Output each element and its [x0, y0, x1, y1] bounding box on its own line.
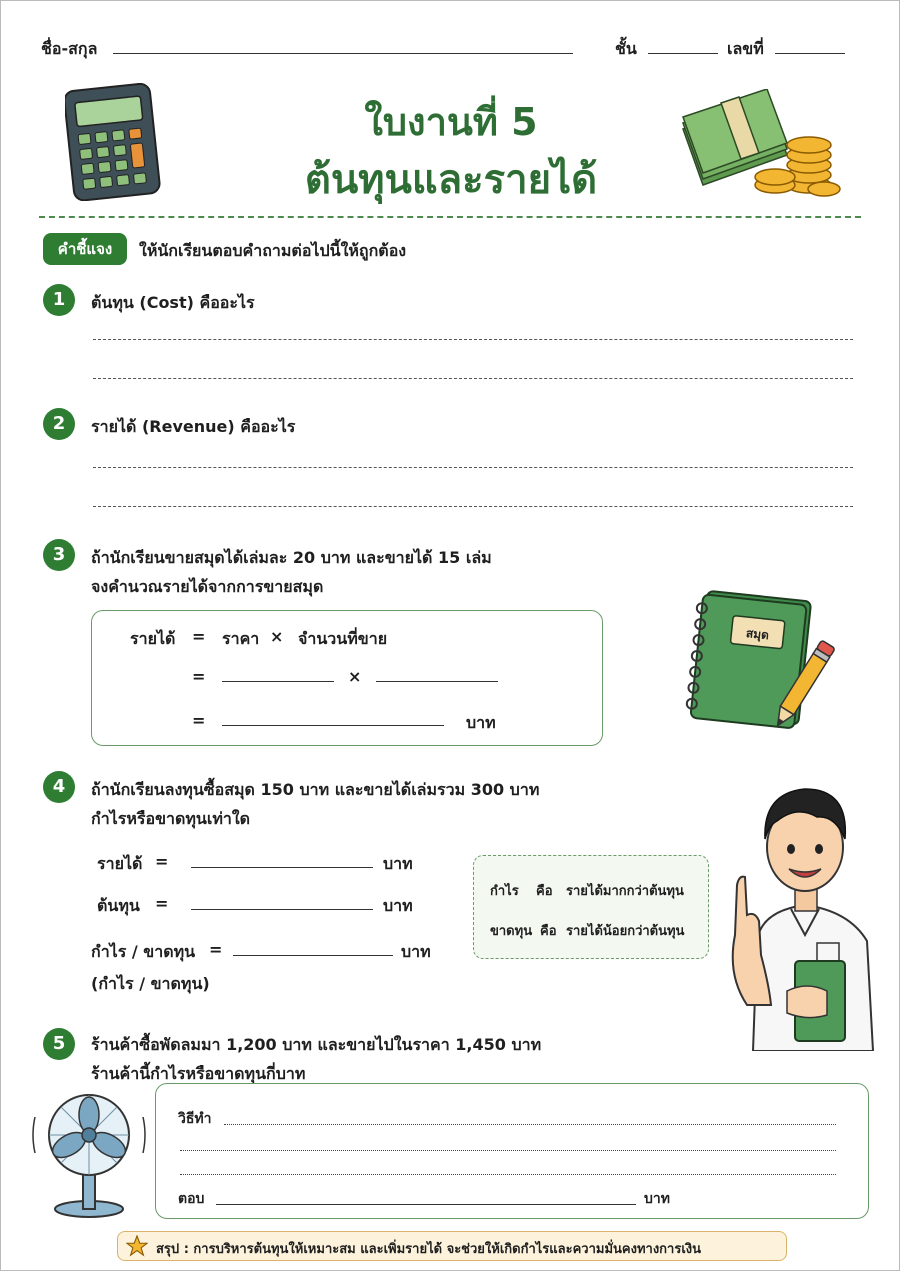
fan-icon	[31, 1087, 147, 1219]
number-line[interactable]	[775, 53, 845, 54]
note-profit-def: รายได้มากกว่าต้นทุน	[566, 884, 684, 899]
formula-unit: บาท	[466, 713, 496, 732]
q4-eq-3: =	[209, 940, 223, 959]
quantity-blank[interactable]	[376, 681, 498, 682]
answer-label: ตอบ	[178, 1191, 205, 1207]
answer-unit: บาท	[644, 1191, 670, 1207]
q4-profit-loss-paren: (กำไร / ขาดทุน)	[91, 974, 210, 993]
summary-box	[117, 1231, 787, 1261]
q4-cost-blank[interactable]	[191, 909, 373, 910]
instructions-text: ให้นักเรียนตอบคำถามต่อไปนี้ให้ถูกต้อง	[139, 241, 407, 260]
method-line-1[interactable]	[224, 1124, 836, 1125]
worksheet-number-title: ใบงานที่ 5	[364, 100, 538, 144]
profit-loss-note	[473, 855, 709, 959]
q4-revenue-blank[interactable]	[191, 867, 373, 868]
question-4-badge: 4	[43, 771, 75, 803]
class-label: ชั้น	[615, 39, 637, 58]
pencil-icon	[771, 633, 835, 737]
question-5-line1: ร้านค้าซื้อพัดลมมา 1,200 บาท และขายไปในราคา 1,450 บาท	[91, 1035, 542, 1054]
method-line-2[interactable]	[180, 1150, 836, 1151]
question-4-line1: ถ้านักเรียนลงทุนซื้อสมุด 150 บาท และขายได้เล่มรวม 300 บาท	[91, 780, 540, 799]
q4-revenue-label: รายได้	[97, 854, 143, 873]
q4-profit-loss-blank[interactable]	[233, 955, 393, 956]
question-5-line2: ร้านค้านี้กำไรหรือขาดทุนกี่บาท	[91, 1064, 306, 1083]
note-profit-is: คือ	[536, 884, 553, 899]
q5-work-box	[155, 1083, 869, 1219]
price-blank[interactable]	[222, 681, 334, 682]
class-line[interactable]	[648, 53, 718, 54]
star-icon	[126, 1235, 148, 1257]
method-label: วิธีทำ	[178, 1111, 212, 1127]
answer-line-1a[interactable]	[93, 339, 853, 340]
formula-eq-3: =	[192, 711, 206, 730]
revenue-blank[interactable]	[222, 725, 444, 726]
answer-line-1b[interactable]	[93, 378, 853, 379]
instructions-tag: คำชี้แจง	[43, 233, 127, 265]
question-4-line2: กำไรหรือขาดทุนเท่าใด	[91, 809, 251, 828]
q4-unit-1: บาท	[383, 854, 413, 873]
note-loss-is: คือ	[540, 924, 557, 939]
student-icon	[717, 765, 893, 1051]
q3-formula-box	[91, 610, 603, 746]
note-profit-term: กำไร	[490, 884, 519, 899]
name-line[interactable]	[113, 53, 573, 54]
title-separator	[39, 216, 861, 218]
q4-unit-3: บาท	[401, 942, 431, 961]
question-5-badge: 5	[43, 1028, 75, 1060]
formula-times-2: ×	[348, 667, 362, 686]
calculator-icon	[65, 83, 161, 201]
question-1-badge: 1	[43, 284, 75, 316]
name-label: ชื่อ-สกุล	[41, 39, 98, 58]
number-label: เลขที่	[727, 39, 764, 58]
formula-quantity: จำนวนที่ขาย	[298, 629, 388, 648]
question-3-badge: 3	[43, 539, 75, 571]
question-3-line1: ถ้านักเรียนขายสมุดได้เล่มละ 20 บาท และขายได้ 15 เล่ม	[91, 548, 492, 567]
note-loss-term: ขาดทุน	[490, 924, 533, 939]
question-3-line2: จงคำนวณรายได้จากการขายสมุด	[91, 577, 324, 596]
formula-price: ราคา	[222, 629, 260, 648]
question-2-badge: 2	[43, 408, 75, 440]
answer-blank[interactable]	[216, 1204, 636, 1205]
formula-eq-1: =	[192, 627, 206, 646]
method-line-3[interactable]	[180, 1174, 836, 1175]
formula-eq-2: =	[192, 667, 206, 686]
q4-profit-loss-label: กำไร / ขาดทุน	[91, 942, 196, 961]
answer-line-2b[interactable]	[93, 506, 853, 507]
q4-unit-2: บาท	[383, 896, 413, 915]
answer-line-2a[interactable]	[93, 467, 853, 468]
formula-times-1: ×	[270, 627, 284, 646]
question-2-text: รายได้ (Revenue) คืออะไร	[91, 417, 296, 436]
worksheet-title: ต้นทุนและรายได้	[304, 157, 598, 203]
summary-text: สรุป : การบริหารต้นทุนให้เหมาะสม และเพิ่มรายได้ จะช่วยให้เกิดกำไรและความมั่นคงทางการเงิน	[156, 1242, 702, 1257]
q4-cost-label: ต้นทุน	[97, 896, 140, 915]
note-loss-def: รายได้น้อยกว่าต้นทุน	[566, 924, 685, 939]
formula-revenue-label: รายได้	[130, 629, 176, 648]
money-icon	[679, 89, 844, 201]
q4-eq-2: =	[155, 894, 169, 913]
notebook-label: สมุด	[745, 626, 770, 643]
question-1-text: ต้นทุน (Cost) คืออะไร	[91, 293, 255, 312]
q4-eq-1: =	[155, 852, 169, 871]
